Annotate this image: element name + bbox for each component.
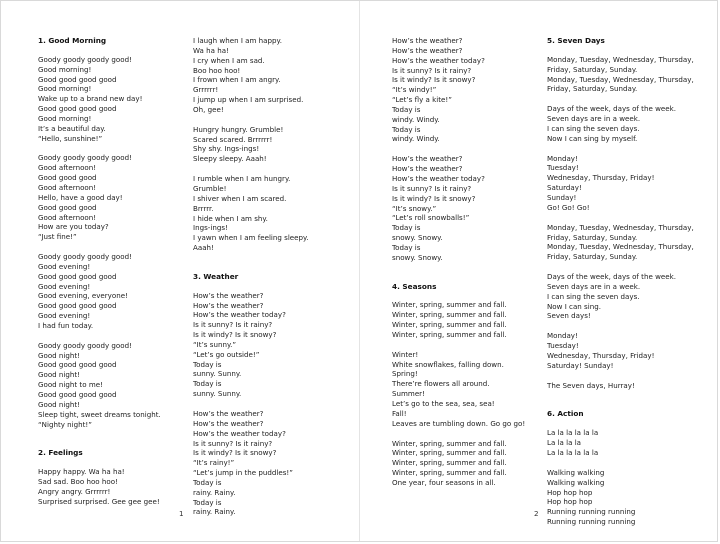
lyric-line: windy. Windy. — [392, 114, 440, 124]
lyric-line: Hop hop hop — [547, 487, 593, 497]
lyric-line: Hello, have a good day! — [38, 192, 123, 202]
lyric-line: Is it sunny? Is it rainy? — [193, 320, 273, 330]
lyric-line: Oh, gee! — [193, 104, 224, 114]
stanza — [392, 154, 542, 262]
lyric-line: Good night! — [38, 350, 81, 360]
lyric-line: Friday, Saturday, Sunday. — [547, 252, 638, 262]
lyric-line: Winter, spring, summer and fall. — [392, 310, 507, 320]
lyric-line: White snowflakes, falling down. — [392, 359, 504, 369]
lyric-line: I jump up when I am surprised. — [193, 95, 304, 105]
lyric-line: I laugh when I am happy. — [193, 36, 282, 45]
lyric-line: Walking walking — [547, 467, 605, 477]
stanza — [38, 55, 178, 144]
lyric-line: Seven days are in a week. — [547, 281, 641, 291]
lyric-line: Today is — [193, 477, 222, 487]
lyric-line: Good good good good — [38, 104, 117, 114]
lyric-line: Good evening! — [38, 261, 91, 271]
lyric-line: Today is — [193, 497, 222, 507]
lyric-line: Is it sunny? Is it rainy? — [392, 183, 472, 193]
lyric-line: Today is — [392, 104, 421, 114]
lyric-line: Good afternoon! — [38, 182, 97, 192]
lyric-line: Spring! — [392, 369, 418, 379]
lyric-line: Now I can sing by myself. — [547, 133, 638, 143]
lyric-line: Monday! — [547, 331, 578, 341]
song-section — [392, 282, 542, 488]
stanza — [193, 291, 343, 399]
lyric-line: snowy. Snowy. — [392, 233, 443, 243]
lyric-line: Good night! — [38, 370, 81, 380]
lyric-line: How’s the weather? — [193, 300, 264, 310]
lyric-line: Winter, spring, summer and fall. — [392, 329, 507, 339]
lyric-line: Brrrrr. — [193, 203, 214, 213]
stanza — [547, 468, 707, 527]
lyric-line: Good good good good — [38, 360, 117, 370]
lyric-line: Sad sad. Boo hoo hoo! — [38, 477, 118, 487]
lyric-line: Days of the week, days of the week. — [547, 104, 676, 114]
lyric-line: “Let’s go outside!” — [193, 349, 260, 359]
lyric-line: Good morning! — [38, 113, 92, 123]
song-section — [38, 448, 178, 506]
lyric-line: How’s the weather? — [193, 409, 264, 418]
lyric-line: How’s the weather? — [392, 164, 463, 174]
stanza — [193, 125, 343, 164]
lyric-line: Surprised surprised. Gee gee gee! — [38, 496, 160, 506]
song-title: 4. Seasons — [392, 281, 437, 291]
lyric-line: Grrrrrr! — [193, 85, 219, 95]
column — [392, 36, 542, 498]
lyric-line: Friday, Saturday, Sunday. — [547, 232, 638, 242]
stanza — [392, 439, 542, 488]
lyric-line: Sleep tight, sweet dreams tonight. — [38, 409, 161, 419]
lyric-line: Today is — [392, 242, 421, 252]
lyric-line: windy. Windy. — [392, 134, 440, 144]
lyric-line: Good evening! — [38, 311, 91, 321]
lyric-line: Ings-ings! — [193, 223, 228, 233]
lyric-line: Shy shy. Ings-ings! — [193, 144, 260, 154]
stanza — [547, 154, 707, 213]
lyric-line: I had fun today. — [38, 320, 94, 330]
lyric-line: How’s the weather? — [193, 290, 264, 300]
lyric-line: Running running running — [547, 517, 636, 527]
page-gutter — [359, 1, 360, 541]
lyric-line: Today is — [392, 223, 421, 233]
lyric-line: How’s the weather today? — [193, 310, 286, 320]
song-title: 3. Weather — [193, 271, 239, 281]
lyric-line: Scared scared. Brrrrrr! — [193, 134, 273, 144]
lyric-line: Wednesday, Thursday, Friday! — [547, 350, 655, 360]
lyric-line: Is it windy? Is it snowy? — [193, 448, 277, 458]
lyric-line: There’re flowers all around. — [392, 379, 490, 389]
lyric-line: La la la la — [547, 438, 582, 448]
lyric-line: Friday, Saturday, Sunday. — [547, 64, 638, 74]
lyric-line: How’s the weather today? — [392, 55, 485, 65]
lyric-line: Good good good — [38, 202, 97, 212]
lyric-line: Goody goody goody good! — [38, 252, 132, 262]
lyric-line: Is it windy? Is it snowy? — [392, 193, 476, 203]
stanza — [392, 36, 542, 144]
lyric-line: Running running running — [547, 507, 636, 517]
lyric-line: Good night to me! — [38, 380, 103, 390]
lyric-line: rainy. Rainy. — [193, 507, 236, 517]
stanza — [547, 55, 707, 94]
lyric-line: Good night! — [38, 399, 81, 409]
lyric-line: rainy. Rainy. — [193, 487, 236, 497]
lyric-line: “Let’s fly a kite!” — [392, 95, 452, 105]
stanza — [392, 350, 542, 429]
lyric-line: Sunday! — [547, 192, 577, 202]
lyric-line: Winter! — [392, 349, 419, 359]
lyric-line: Walking walking — [547, 477, 605, 487]
lyric-line: Is it windy? Is it snowy? — [193, 330, 277, 340]
lyric-line: Today is — [193, 379, 222, 389]
lyric-line: Seven days! — [547, 311, 591, 321]
column — [547, 36, 707, 537]
stanza — [193, 409, 343, 517]
lyric-line: Monday, Tuesday, Wednesday, Thursday, — [547, 222, 694, 232]
lyric-line: Now I can sing. — [547, 301, 601, 311]
lyric-line: Monday, Tuesday, Wednesday, Thursday, — [547, 242, 694, 252]
lyric-line: “It’s windy!” — [392, 85, 437, 95]
lyric-line: Monday, Tuesday, Wednesday, Thursday, — [547, 54, 694, 64]
stanza — [547, 223, 707, 262]
song-section — [547, 36, 707, 390]
lyric-line: Seven days are in a week. — [547, 114, 641, 124]
lyric-line: Good evening! — [38, 281, 91, 291]
page-number-left: 1 — [179, 509, 184, 518]
lyric-line: How’s the weather? — [392, 154, 463, 164]
lyric-line: snowy. Snowy. — [392, 252, 443, 262]
lyric-line: Goody goody goody good! — [38, 153, 132, 163]
page-number-right: 2 — [534, 509, 539, 518]
lyric-line: Grumble! — [193, 183, 227, 193]
lyric-line: sunny. Sunny. — [193, 369, 242, 379]
lyric-line: Summer! — [392, 389, 425, 399]
lyric-line: Go! Go! Go! — [547, 202, 590, 212]
song-title: 2. Feelings — [38, 448, 83, 458]
lyric-line: La la la la la la — [547, 448, 599, 457]
song-section — [193, 272, 343, 517]
lyric-line: Happy happy. Wa ha ha! — [38, 467, 125, 477]
stanza — [547, 272, 707, 321]
lyric-line: Hungry hungry. Grumble! — [193, 124, 284, 134]
lyric-line: How’s the weather? — [392, 36, 463, 45]
lyric-line: Angry angry. Grrrrrr! — [38, 486, 111, 496]
lyric-line: Good good good good — [38, 74, 117, 84]
lyric-line: Today is — [193, 359, 222, 369]
lyric-line: Sleepy sleepy. Aaah! — [193, 154, 267, 164]
lyric-line: “Let’s roll snowballs!” — [392, 213, 470, 223]
lyric-line: Good good good good — [38, 271, 117, 281]
lyric-line: Good good good good — [38, 301, 117, 311]
lyric-line: Winter, spring, summer and fall. — [392, 320, 507, 330]
lyric-line: Hop hop hop — [547, 497, 593, 507]
lyric-line: I yawn when I am feeling sleepy. — [193, 233, 309, 243]
lyric-line: I rumble when I am hungry. — [193, 174, 291, 184]
lyric-line: How’s the weather? — [392, 45, 463, 55]
lyric-line: Winter, spring, summer and fall. — [392, 300, 507, 310]
lyric-line: “Just fine!” — [38, 232, 77, 242]
stanza — [38, 153, 178, 242]
lyric-line: I cry when I am sad. — [193, 55, 265, 65]
lyric-line: Winter, spring, summer and fall. — [392, 468, 507, 478]
lyric-line: “It’s sunny.” — [193, 339, 237, 349]
stanza — [547, 428, 707, 458]
lyric-line: Is it windy? Is it snowy? — [392, 75, 476, 85]
lyric-line: Wake up to a brand new day! — [38, 94, 143, 104]
stanza — [193, 36, 343, 115]
lyric-line: Winter, spring, summer and fall. — [392, 448, 507, 458]
lyric-line: The Seven days, Hurray! — [547, 380, 635, 390]
lyric-line: I hide when I am shy. — [193, 213, 268, 223]
lyric-line: Tuesday! — [547, 341, 579, 351]
lyric-line: Aaah! — [193, 243, 214, 253]
lyric-line: Monday, Tuesday, Wednesday, Thursday, — [547, 74, 694, 84]
lyric-line: Saturday! — [547, 183, 582, 193]
lyric-line: sunny. Sunny. — [193, 389, 242, 399]
lyric-line: Good evening, everyone! — [38, 291, 128, 301]
lyric-line: Good morning! — [38, 64, 92, 74]
song-title: 5. Seven Days — [547, 36, 605, 45]
lyric-line: “Hello, sunshine!” — [38, 133, 103, 143]
lyric-line: Leaves are tumbling down. Go go go! — [392, 418, 526, 428]
lyric-line: Saturday! Sunday! — [547, 360, 614, 370]
lyric-line: I shiver when I am scared. — [193, 193, 287, 203]
stanza — [547, 331, 707, 370]
lyric-line: “It’s rainy!” — [193, 458, 235, 468]
lyric-line: Wa ha ha! — [193, 45, 229, 55]
lyric-line: “It’s snowy.” — [392, 203, 437, 213]
lyric-line: Good good good — [38, 173, 97, 183]
lyric-line: How’s the weather? — [193, 418, 264, 428]
stanza — [547, 381, 707, 391]
lyric-line: Good afternoon! — [38, 163, 97, 173]
lyric-line: Good good good good — [38, 390, 117, 399]
lyric-line: How are you today? — [38, 222, 109, 232]
song-section — [38, 36, 178, 429]
lyric-line: Winter, spring, summer and fall. — [392, 438, 507, 448]
lyric-line: Boo hoo hoo! — [193, 65, 241, 75]
lyric-line: Good morning! — [38, 84, 92, 94]
lyric-line: How’s the weather today? — [193, 428, 286, 438]
lyric-line: Is it sunny? Is it rainy? — [392, 65, 472, 75]
lyric-line: Good afternoon! — [38, 212, 97, 222]
lyric-line: “Nighty night!” — [38, 419, 92, 429]
stanza — [38, 341, 178, 430]
column — [193, 36, 343, 527]
lyric-line: Is it sunny? Is it rainy? — [193, 438, 273, 448]
song-section — [392, 36, 542, 263]
lyric-line: Fall! — [392, 408, 407, 418]
lyric-line: Days of the week, days of the week. — [547, 272, 676, 282]
stanza — [38, 252, 178, 331]
lyric-line: “Let’s jump in the puddles!” — [193, 468, 293, 478]
lyric-line: Tuesday! — [547, 163, 579, 173]
lyric-line: Goody goody goody good! — [38, 340, 132, 350]
lyric-line: I frown when I am angry. — [193, 75, 281, 85]
lyric-line: Friday, Saturday, Sunday. — [547, 84, 638, 94]
lyric-line: Let’s go to the sea, sea, sea! — [392, 399, 495, 408]
stanza — [38, 467, 178, 506]
lyric-line: Goody goody goody good! — [38, 54, 132, 64]
lyric-line: Today is — [392, 124, 421, 134]
lyric-line: Winter, spring, summer and fall. — [392, 458, 507, 468]
song-title: 1. Good Morning — [38, 36, 107, 45]
lyric-line: Wednesday, Thursday, Friday! — [547, 173, 655, 183]
song-section — [547, 409, 707, 526]
lyric-line: One year, four seasons in all. — [392, 477, 496, 487]
lyric-line: How’s the weather today? — [392, 173, 485, 183]
song-title: 6. Action — [547, 409, 584, 419]
song-section — [193, 36, 343, 253]
column — [38, 36, 178, 517]
lyric-line: It’s a beautiful day. — [38, 123, 106, 133]
lyric-line: La la la la la la — [547, 428, 599, 438]
lyric-line: I can sing the seven days. — [547, 123, 640, 133]
stanza — [193, 174, 343, 253]
stanza — [392, 300, 542, 339]
stanza — [547, 104, 707, 143]
lyric-line: Monday! — [547, 153, 578, 163]
lyric-line: I can sing the seven days. — [547, 291, 640, 301]
